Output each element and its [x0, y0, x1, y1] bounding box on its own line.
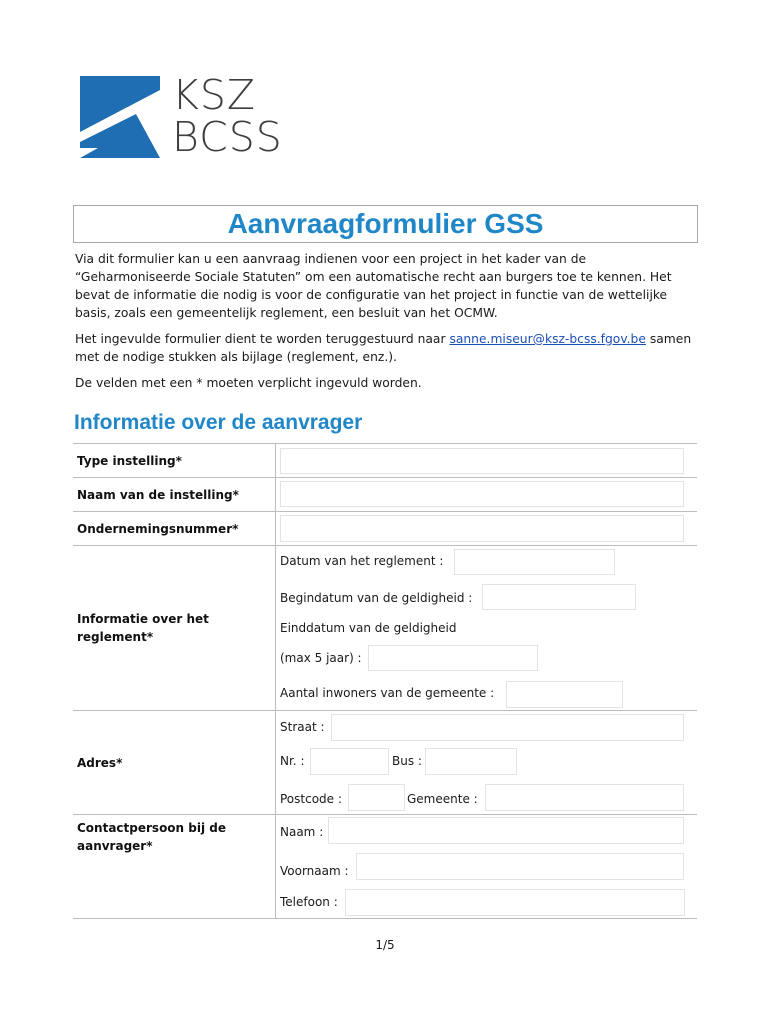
intro-paragraph-2 — [75, 330, 695, 366]
row-divider — [73, 814, 697, 815]
straat-label: Straat : — [280, 720, 325, 734]
begindatum-field[interactable] — [482, 584, 636, 610]
ondernemingsnummer-field[interactable] — [280, 515, 684, 542]
ondernemingsnummer-label: Ondernemingsnummer* — [77, 522, 239, 536]
voornaam-label: Voornaam : — [280, 864, 349, 878]
logo-line-ksz: KSZ — [172, 71, 256, 119]
postcode-label: Postcode : — [280, 792, 342, 806]
bus-label: Bus : — [392, 754, 422, 768]
voornaam-field[interactable] — [356, 853, 684, 880]
postcode-field[interactable] — [348, 784, 405, 811]
einddatum-label: Einddatum van de geldigheid — [280, 621, 457, 635]
datum-reglement-field[interactable] — [454, 549, 615, 575]
intro-p2-before: Het ingevulde formulier dient te worden teruggestuurd naar — [75, 332, 450, 346]
einddatum-max-label: (max 5 jaar) : — [280, 651, 362, 665]
datum-reglement-label: Datum van het reglement : — [280, 554, 444, 568]
aantal-inwoners-label: Aantal inwoners van de gemeente : — [280, 686, 495, 700]
adres-label: Adres* — [77, 756, 123, 770]
reglement-label: Informatie over het reglement* — [77, 612, 209, 644]
nr-field[interactable] — [310, 748, 389, 775]
naam-instelling-field[interactable] — [280, 481, 684, 507]
row-divider — [73, 477, 697, 478]
naam-label: Naam : — [280, 825, 324, 839]
logo-line-bcss: BCSS — [172, 113, 283, 161]
ksz-bcss-logo — [80, 71, 283, 164]
row-divider — [73, 710, 697, 711]
telefoon-label: Telefoon : — [280, 895, 338, 909]
section-title: Informatie over de aanvrager — [74, 411, 363, 434]
type-instelling-field[interactable] — [280, 448, 684, 474]
contactpersoon-label: Contactpersoon bij de aanvrager* — [77, 821, 226, 853]
intro-p2-after: samen met de nodige stukken als bijlage (reglement, enz.). — [75, 332, 692, 364]
page-number: 1/5 — [375, 938, 395, 952]
einddatum-field[interactable] — [368, 645, 538, 671]
type-instelling-label: Type instelling* — [77, 454, 182, 468]
naam-field[interactable] — [328, 817, 684, 844]
form-title: Aanvraagformulier GSS — [73, 205, 698, 243]
telefoon-field[interactable] — [345, 889, 685, 916]
intro-text — [75, 250, 695, 400]
row-divider — [73, 545, 697, 546]
intro-paragraph-1: Via dit formulier kan u een aanvraag indienen voor een project in het kader van de “Geharmoniseerde Sociale Statuten” om een automatische recht aan burgers toe te kennen. Het bevat de informatie die nodig is voor de configuratie van het project in functie van de wettelijke basis, zoals een gemeentelijk reglement, een besluit van het OCMW. — [75, 252, 672, 320]
gemeente-field[interactable] — [485, 784, 684, 811]
email-link[interactable]: sanne.miseur@ksz-bcss.fgov.be — [449, 332, 646, 346]
intro-paragraph-3: De velden met een * moeten verplicht ingevuld worden. — [75, 376, 422, 390]
aantal-inwoners-field[interactable] — [506, 681, 623, 708]
begindatum-label: Begindatum van de geldigheid : — [280, 591, 473, 605]
straat-field[interactable] — [331, 714, 684, 741]
column-divider — [275, 444, 276, 918]
nr-label: Nr. : — [280, 754, 305, 768]
gemeente-label: Gemeente : — [407, 792, 478, 806]
bus-field[interactable] — [425, 748, 517, 775]
naam-instelling-label: Naam van de instelling* — [77, 488, 239, 502]
applicant-form — [73, 443, 697, 919]
logo-text — [172, 71, 283, 161]
row-divider — [73, 511, 697, 512]
ksz-logo-mark-icon — [80, 76, 160, 158]
